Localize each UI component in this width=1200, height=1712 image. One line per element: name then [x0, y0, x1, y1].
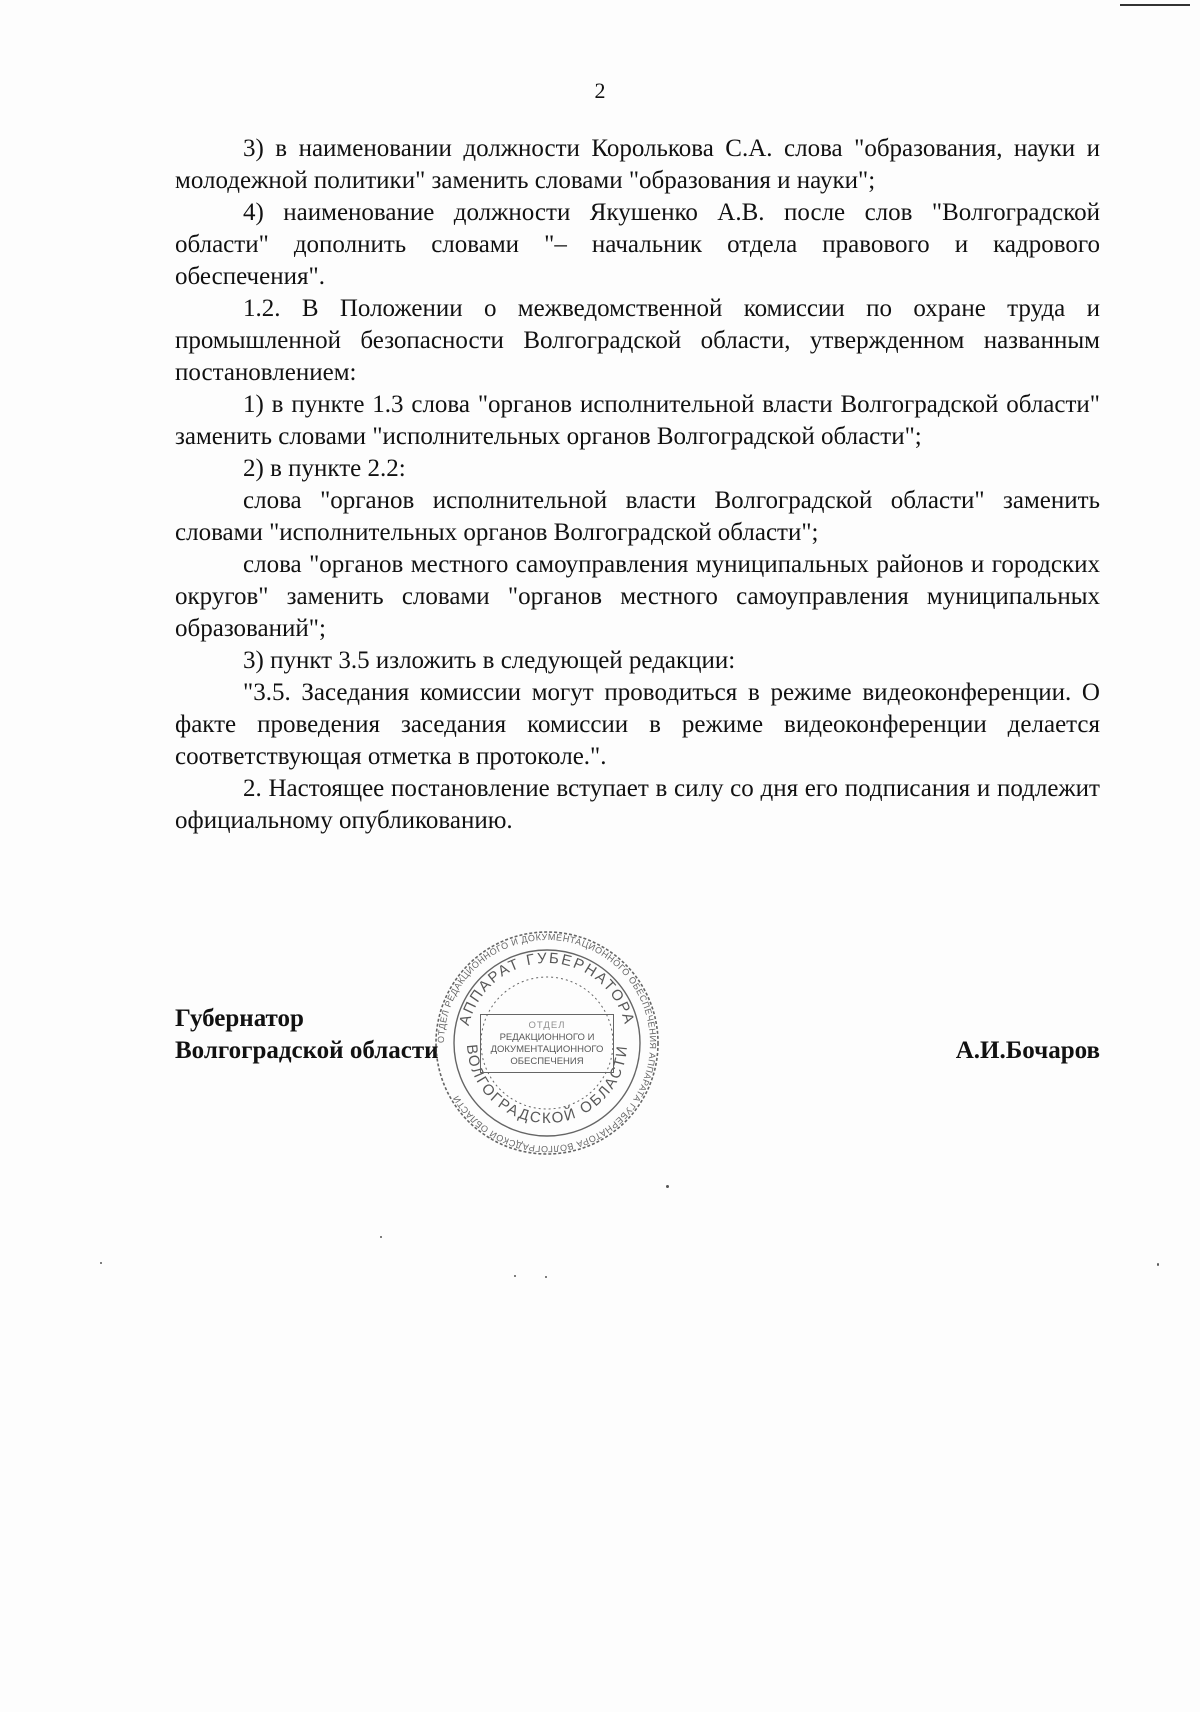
paragraph-4-yakushenko: 4) наименование должности Якушенко А.В. после слов "Волгоградской области" дополнить словами "– начальник отдела правового и кадрового обеспечения". — [175, 199, 1100, 290]
stamp-ring-outer-text: ОТДЕЛ РЕДАКЦИОННОГО И ДОКУМЕНТАЦИОННОГО ОБЕСПЕЧЕНИЯ АППАРАТА ГУБЕРНАТОРА ВОЛГОГРАДСКОЙ ОБЛАСТИ — [435, 931, 659, 1155]
paragraph-clause-1-3: 1) в пункте 1.3 слова "органов исполнительной власти Волгоградской области" заменить словами "исполнительных органов Волгоградской области"; — [175, 391, 1100, 450]
scan-edge-mark — [1120, 4, 1190, 6]
document-body — [175, 133, 1100, 837]
paragraph-words-local-government: слова "органов местного самоуправления муниципальных районов и городских округов" заменить словами "органов местного самоуправления муниципальных образований"; — [175, 551, 1100, 642]
paragraph-3-korolkov: 3) в наименовании должности Королькова С.А. слова "образования, науки и молодежной политики" заменить словами "образования и науки"; — [175, 135, 1100, 194]
paragraph-clause-2-2: 2) в пункте 2.2: — [243, 455, 406, 482]
scan-speck — [545, 1276, 547, 1278]
stamp-center-line3: ДОКУМЕНТАЦИОННОГО — [490, 1043, 604, 1055]
page-number: 2 — [594, 78, 606, 103]
signatory-name: А.И.Бочаров — [955, 1037, 1100, 1064]
stamp-center-line1: ОТДЕЛ — [528, 1019, 566, 1031]
signatory-title-line2: Волгоградской области — [175, 1037, 439, 1064]
stamp-ring-bottom-text: ВОЛГОГРАДСКОЙ ОБЛАСТИ — [462, 1043, 632, 1128]
paragraph-effective-date: 2. Настоящее постановление вступает в силу со дня его подписания и подлежит официальному опубликованию. — [175, 775, 1100, 834]
stamp-ring-top-text: АППАРАТ ГУБЕРНАТОРА — [456, 949, 638, 1028]
stamp-center-line2: РЕДАКЦИОННОГО И — [499, 1031, 595, 1043]
official-stamp — [432, 928, 662, 1158]
scan-speck — [100, 1262, 102, 1264]
scan-speck — [1157, 1263, 1159, 1266]
scan-speck — [380, 1236, 382, 1238]
signatory-title-line1: Губернатор — [175, 1005, 304, 1032]
stamp-center — [432, 928, 662, 1158]
scan-speck — [514, 1275, 516, 1277]
paragraph-clause-3-5-text: "3.5. Заседания комиссии могут проводиться в режиме видеоконференции. О факте проведения заседания комиссии в режиме видеоконференции делается соответствующая отметка в протоколе.". — [175, 679, 1100, 770]
paragraph-clause-3-5: 3) пункт 3.5 изложить в следующей редакции: — [243, 647, 736, 674]
stamp-center-line4: ОБЕСПЕЧЕНИЯ — [510, 1055, 584, 1067]
paragraph-1-2-regulation: 1.2. В Положении о межведомственной комиссии по охране труда и промышленной безопасности Волгоградской области, утвержденном названным постановлением: — [175, 295, 1100, 386]
stamp-inner-box — [480, 1014, 614, 1073]
paragraph-words-executive: слова "органов исполнительной власти Волгоградской области" заменить словами "исполнительных органов Волгоградской области"; — [175, 487, 1100, 546]
scan-speck — [666, 1185, 669, 1188]
